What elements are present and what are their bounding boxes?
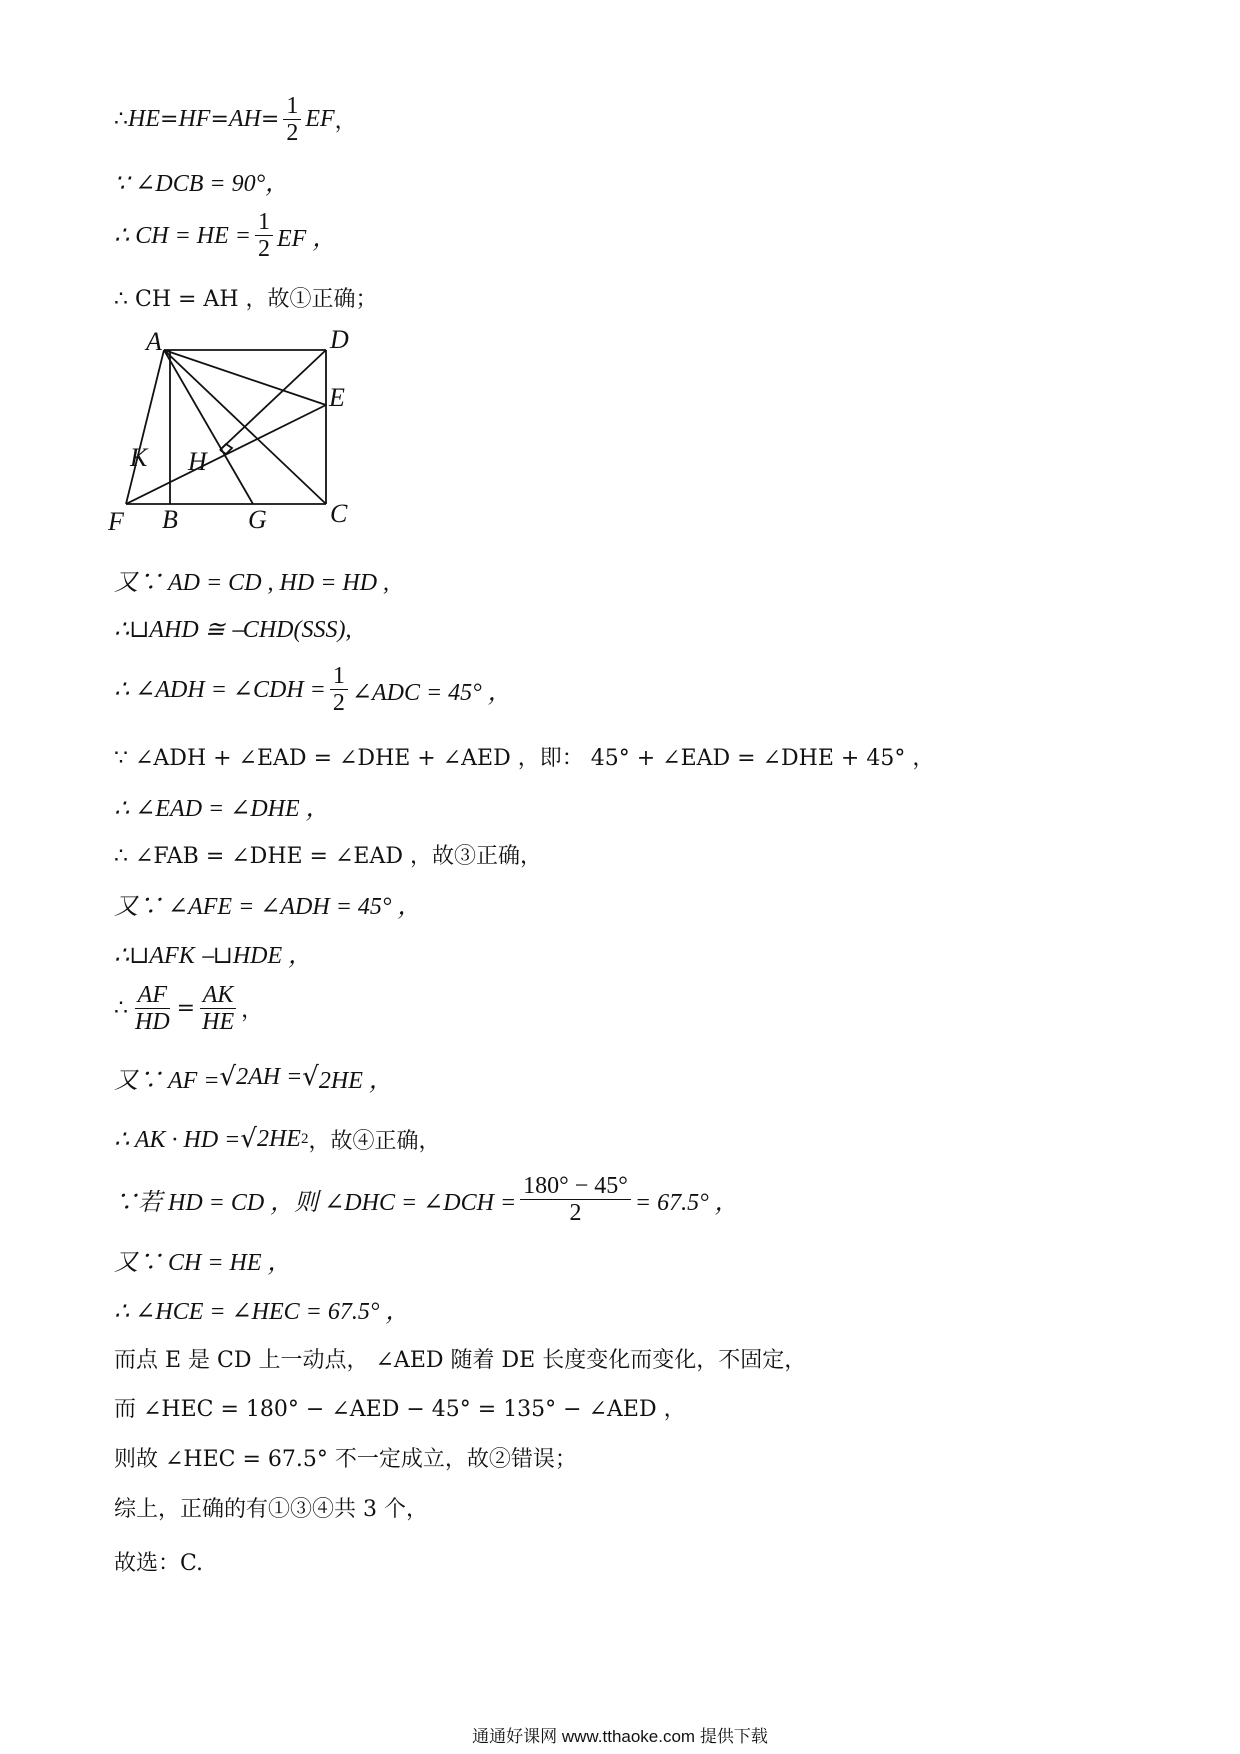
line-6: ∴⊔AHD ≅ ⎯CHD(SSS), (114, 616, 352, 643)
segment-AF (126, 350, 164, 504)
text-segment: HF (178, 105, 211, 132)
line-4: ∴ CH = AH ，故①正确； (114, 286, 378, 312)
text-segment: = (160, 106, 179, 132)
line-18: ∴ ∠HCE = ∠HEC = 67.5° ， (114, 1298, 410, 1325)
fraction-denominator: 2 (258, 235, 270, 262)
line-22: 综上，正确的有①③④共 3 个， (114, 1496, 428, 1522)
fraction-numerator: 1 (283, 93, 301, 120)
text-segment: AH (228, 105, 261, 132)
fraction-numerator: 1 (255, 209, 273, 236)
label-A: A (146, 330, 162, 356)
line-10: ∴ ∠FAB = ∠DHE = ∠EAD ，故③正确， (114, 843, 543, 869)
sqrt-icon: √ (302, 1062, 319, 1092)
line-5: 又∵ AD = CD , HD = HD , (114, 569, 390, 596)
fraction-denominator: HD (135, 1008, 170, 1035)
text-segment: 2AH = (236, 1063, 303, 1090)
text-segment: = (210, 106, 229, 132)
therefore-symbol: ∴ (114, 106, 128, 132)
text-segment: ∠ADC = 45° ， (351, 679, 512, 706)
text-segment: ，故④正确， (308, 1128, 441, 1154)
label-G: G (248, 505, 267, 534)
equals-sign: = (176, 995, 196, 1021)
line-21: 则故 ∠HEC = 67.5° 不一定成立，故②错误； (114, 1446, 577, 1472)
page-footer: 通通好课网 www.tthaoke.com 提供下载 (472, 1727, 768, 1746)
line-3 (114, 210, 336, 260)
exponent: 2 (300, 1130, 309, 1147)
text-segment: EF (305, 105, 335, 132)
fraction-denominator: HE (202, 1008, 235, 1035)
text-segment: ∴ CH = HE = (114, 222, 251, 249)
text-segment: = (260, 106, 280, 132)
label-D: D (330, 330, 349, 354)
line-15 (114, 1114, 440, 1164)
text-segment: 又∵ AF = (114, 1067, 220, 1094)
label-B: B (162, 505, 178, 534)
segment-AG (164, 350, 253, 504)
fraction (132, 982, 173, 1035)
fraction (330, 663, 348, 716)
fraction-denominator: 2 (569, 1199, 582, 1226)
line-13 (114, 983, 263, 1033)
line-9: ∴ ∠EAD = ∠DHE ， (114, 795, 330, 822)
text-segment: 2HE ， (318, 1067, 393, 1094)
line-20: 而 ∠HEC = 180° − ∠AED − 45° = 135° − ∠AED ， (114, 1396, 686, 1422)
line-14 (114, 1052, 393, 1102)
text-segment: 2HE (256, 1125, 301, 1152)
line-16 (114, 1174, 739, 1224)
text-segment: ∵若 HD = CD ，则 ∠DHC = ∠DCH = (114, 1189, 517, 1216)
label-H: H (188, 447, 207, 476)
line-19: 而点 E 是 CD 上一动点， ∠AED 随着 DE 长度变化而变化，不固定， (114, 1347, 807, 1373)
line-11: 又∵ ∠AFE = ∠ADH = 45° ， (114, 893, 422, 920)
segment-AE (164, 350, 326, 405)
geometry-figure (108, 330, 368, 545)
sqrt-icon: √ (240, 1124, 257, 1154)
text-segment: = 67.5° ， (634, 1189, 739, 1216)
fraction-numerator: AK (200, 982, 237, 1009)
text-segment: HE (128, 105, 160, 132)
label-C: C (330, 499, 348, 528)
text-segment: ， (334, 108, 357, 134)
label-E: E (329, 383, 345, 412)
label-K: K (130, 443, 148, 472)
text-segment: EF ， (277, 225, 337, 252)
text-segment: ， (241, 997, 264, 1023)
line-2: ∵ ∠DCB = 90°， (114, 170, 290, 197)
fraction-numerator: AF (135, 982, 170, 1009)
line-23: 故选：C. (114, 1550, 204, 1576)
fraction (520, 1173, 631, 1226)
line-7 (114, 664, 512, 714)
fraction (255, 209, 273, 262)
fraction-denominator: 2 (286, 119, 299, 146)
text-segment: ∴ AK · HD = (114, 1126, 241, 1153)
fraction (283, 93, 301, 146)
line-17: 又∵ CH = HE ， (114, 1249, 292, 1276)
text-segment: ∴ ∠ADH = ∠CDH = (114, 676, 326, 703)
therefore-symbol: ∴ (114, 995, 128, 1021)
line-8: ∵ ∠ADH + ∠EAD = ∠DHE + ∠AED ，即： 45° + ∠EAD = ∠DHE + 45° ， (114, 745, 935, 771)
fraction (199, 982, 237, 1035)
label-F: F (108, 507, 124, 536)
fraction-denominator: 2 (332, 689, 345, 716)
fraction-numerator: 1 (330, 663, 348, 690)
sqrt-icon: √ (219, 1062, 237, 1092)
line-1 (114, 94, 357, 144)
line-12: ∴⊔AFK ⎯⊔HDE ， (114, 942, 313, 969)
fraction-numerator: 180° − 45° (520, 1173, 631, 1200)
